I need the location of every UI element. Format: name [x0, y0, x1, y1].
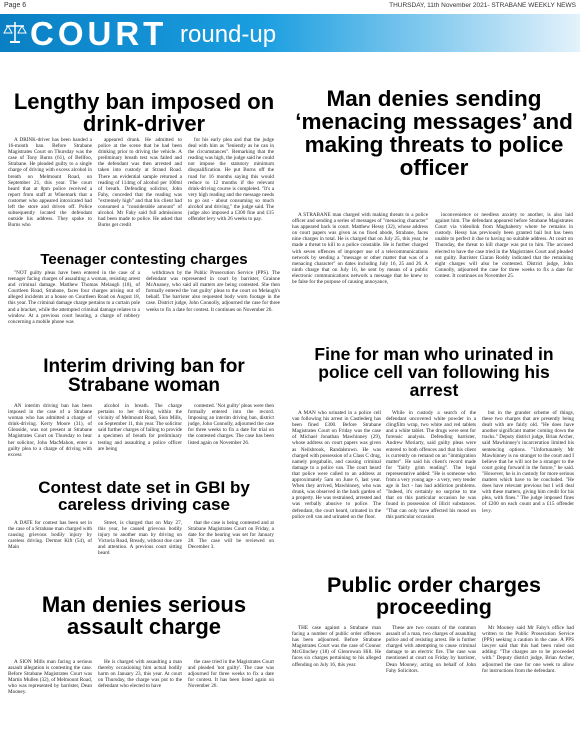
page-header [0, 0, 580, 14]
article-contest-col1 [8, 520, 92, 568]
article-urinated-col1 [292, 410, 381, 572]
article-text: withdrawn by the Public Prosecution Service (PPS). The defendant was represented in court by barrister, Grainne McAnaney, who said all matters are being contested. She then formally entered the 'not guilty' pleas to the court on Melaugh's behalf. The barrister also requested body worn footage in the case. District judge, John Connolly, adjourned the case for three weeks to fix a date for contest. It continues on November 26. [146, 270, 280, 313]
article-text: alcohol in breath. The charge pertains to her driving within the vicinity of Melmount Road, Sion Mills, on September 11, this year. The solicitor said further charges of failing to provide a specimen of breath for preliminary testing and assaulting a police officer are being [98, 403, 182, 452]
article-text: inconvenience or needless anxiety to another, is also laid against him. The defendant appeared before Strabane Magistrates Court via videolink from Maghaberry where he remains in custody. Hessy has previously been granted bail but has been unable to perfect it due to having no suitable address. At court on Thursday, the threat to kill charge was put to him. The accused elected to have the case tried in the Magistrates Court and pleaded not guilty. Barrister Ciaran Roddy indicated that the remaining eight charges will also be contested. District judge, John Connolly, adjourned the case for three weeks to fix a date for contest. It continues on November 25. [435, 212, 573, 279]
article-teenager-col2 [146, 270, 280, 356]
article-text: A MAN who urinated in a police cell van following his arrest in Castlederg has been fined £300. Before Strabane Magistrates Court on Friday was the case of Michael Jonathan Mawhinney (29), whose address on court papers was given as Neilsbrook, Randalstown. He was charged with possession of a Class C drug, namely pregabalin, and causing criminal damage to a police van. The court heard that police were called to an address at approximately 5am on June 6, last year. When they arrived, Mawhinney, who was drunk, was observed in the back garden of a property. He was restrained, arrested and was verbally abusive to police. The defendant, the court heard, urinated in the police cell van and urinated on the floor. [292, 410, 381, 520]
article-text: but in the grander scheme of things, these two charges that are presently being dealt with are fairly old. "He does have another significant matter coming down the tracks." Deputy district judge, Brian Archer, said Mawhinney's incarceration limited his sentencing options. "Unfortunately Mr Mawhinney is no stranger to the court and I believe that he will not be a stranger to the court going forward in the future," he said. "However, he is in custody for more serious matters which have to be concluded. "He does have relevant previous but I will deal with these matters, giving him credit for his plea, with fines." The judge imposed fines of £200 on each count and a £15 offender levy. [482, 410, 574, 514]
headline-teenager: Teenager contesting charges [40, 251, 248, 268]
article-interim-col2 [98, 403, 182, 476]
headline-contest-date: Contest date set in GBI by careless driving case [38, 478, 250, 515]
headline-interim-ban: Interim driving ban for Strabane woman [43, 356, 245, 397]
article-threats-col2 [435, 212, 573, 344]
article-text: AN interim driving ban has been imposed in the case of a Strabane woman who has admitted a charge of drink-driving. Kerry Moore (31), of Glenside, was not present at Strabane Magistrates Court on Thursday to hear her solicitor, John MacMahon, enter a guilty plea to a charge of driving with excess [8, 403, 92, 458]
article-text: for his early plea and that the judge deal with him as "leniently as he can in the circumstances". Remarking that the reading was high, the judge said he could not impose the statutory minimum disqualification. He put Burns off the road for 16 months saying this would reduce to 12 months if the relevant drink-driving course is completed. "It's a very high reading and the message needs to go out - about consuming so much alcohol and driving," the judge said. The judge also imposed a £300 fine and £15 offender levy with 26 weeks to pay. [188, 137, 274, 223]
article-text: A DRINK-driver has been handed a 16-month ban. Before Strabane Magistrates Court on Thursday was the case of Tony Burns (61), of Bellfoo, Strabane. He pleaded guilty to a single charge of driving with excess alcohol in breath on Melmount Road, on September 21, this year. The court heard that at 8pm police received a report from staff at Winemark that a customer who appeared intoxicated had left the store and driven off. Police subsequently located the defendant outside his address. They spoke to Burns who [8, 137, 92, 229]
article-urinated-col3 [482, 410, 574, 572]
article-contest-col2 [98, 520, 182, 568]
article-contest-col3 [188, 520, 274, 568]
article-text: the case tried in the Magistrates Court and pleaded 'not guilty'. The case was adjourned for three weeks to fix a date for contest. It has been listed again on November 26. [188, 659, 274, 690]
article-text: These are two counts of the common assault of a man, two charges of assaulting police and of resisting arrest. He is further charged with attempting to cause criminal damage to an electric fire. The case was mentioned at court on Friday by barrister, Dean Mooney, acting on behalf of John Fahy Solicitors. [386, 625, 476, 674]
article-teenager-col1 [8, 270, 140, 356]
article-text: that the case is being contested and at Strabane Magistrates Court on Friday, a date for the hearing was set for January 28. The case will be reviewed on December 3. [188, 520, 274, 551]
article-text: A DATE for contest has been set in the case of a Strabane man charged with causing grievous bodily injury by careless driving. Dermot Kift (54), of Main [8, 520, 92, 551]
article-interim-col3 [188, 403, 274, 476]
banner-subtitle: round-up [180, 21, 277, 48]
article-text: "NOT guilty pleas have been entered in the case of a teenager facing charges of assaulting a woman, resisting arrest and criminal damage. Matthew Thomas Melaugh (18), of Courtleen Road, Strabane, faces four charges arising out of alleged incidents at a house on Courtleen Road on August 18, this year. The criminal damage charge pertains to a curtain pole and a bracket, while the attempted criminal damage relates to a window. At a previous court hearing, a charge of robbery concerning a mobile phone was [8, 270, 140, 325]
article-public-col1 [292, 625, 381, 735]
article-text: THE case against a Strabane man facing a number of public order offences has been adjourned. Before Strabane Magistrates Court was the case of Connor McGlinchey (18) of Glenrowan Hill. He faces six charges pertaining to his alleged offending on July 16, this year. [292, 625, 381, 668]
article-lengthy-col2 [98, 137, 182, 253]
headline-urinated: Fine for man who urinated in police cell van following his arrest [314, 344, 554, 400]
article-urinated-col2 [386, 410, 476, 572]
article-text: He is charged with assaulting a man thereby occasioning him actual bodily harm on January 23, this year. At court on Thursday, the charge was put to the defendant who elected to have [98, 659, 182, 690]
page-number: Page 6 [4, 2, 27, 9]
article-interim-col1 [8, 403, 92, 476]
article-text: contested. 'Not guilty' pleas were then formally entered into the record. Imposing an interim driving ban, district judge, John Connolly, adjourned the case for three weeks to fix a date for trial on the contested charges. The case has been listed again on November 26. [188, 403, 274, 446]
article-lengthy-col3 [188, 137, 274, 253]
article-text: Mr Mooney said Mr Fahy's office had written to the Public Prosecution Service (PPS) seeking a caution in the case. A PPS lawyer said that this had been ruled out adding: "The charges are to be proceeded with." Deputy district judge, Brian Archer, adjourned the case for one week to allow for instructions from the defendant. [482, 625, 574, 674]
article-text: Street, is charged that on May 27, this year, he caused grievous bodily injury to another man by driving on Victoria Road, Bready, without due care and attention. A previous court sitting heard [98, 520, 182, 557]
article-serious-col2 [98, 659, 182, 735]
scales-of-justice-icon [3, 20, 27, 44]
headline-lengthy-ban: Lengthy ban imposed on drink-driver [13, 89, 275, 137]
article-public-col3 [482, 625, 574, 735]
article-serious-col3 [188, 659, 274, 735]
article-public-col2 [386, 625, 476, 735]
section-banner [0, 14, 580, 52]
article-text: A SION Mills man facing a serious assault allegation is contesting the case. Before Strabane Magistrates Court was Martin Mullen (32), of Melmount Road, who was represented by barrister, Dean Mooney. [8, 659, 92, 696]
headline-serious-assault: Man denies serious assault charge [41, 592, 247, 640]
headline-menacing-messages: Man denies sending ‘menacing messages’ and making threats to police officer [295, 86, 573, 180]
article-text: A STRABANE man charged with making threats to a police officer and sending a series of messages of "menacing character" has appeared back in court. Matthew Hessy (32), whose address on court papers was given as no fixed abode, Strabane, faces nine charges in total. He is charged that on July 25, this year, he made a threat to kill to a police constable. He is further charged with seven offences of improper use of a telecommunications network by sending a "message or other matter that was of a menacing character" on dates including July 16, 25 and 26. A ninth charge that on July 16, he sent by means of a public electronic communications network a message that he knew to be false for the purpose of causing annoyance, [292, 212, 428, 286]
article-text: appeared drunk. He admitted to police at the scene that he had been drinking prior to driving the vehicle. A preliminary breath test was failed and the defendant was then arrested and taken into custody at Strand Road. There an evidential sample returned a reading of 114mg of alcohol per 100ml of breath. Defending solicitor, John Fahy, conceded that the reading was "extremely high" and that his client had consumed a "considerable amount" of alcohol. Mr Fahy said full admissions had been made to police. He asked that Burns get credit [98, 137, 182, 229]
article-lengthy-col1 [8, 137, 92, 253]
headline-public-order: Public order charges proceeding [327, 573, 541, 619]
article-threats-col1 [292, 212, 428, 344]
article-text: While in custody a search of the defendant uncovered white powder in a clingfilm wrap, two white and red tablets and a white tablet. The drugs were sent for forensic analysis. Defending barrister, Andrew Moriarty, said guilty pleas were entered to both offences and that his client is currently on remand on an "immigration matter". He said his client's record made for "fairly grim reading". The legal representative added: "He is someone who from a very young age - a very, very tender age in fact - has had addiction problems. "Indeed, it's certainly no surprise to me that on this particular occasion he was found in possession of illicit substances. "That can only have affected his mood on this particular occasion [386, 410, 476, 520]
issue-info: THURSDAY, 11th November 2021- STRABANE WEEKLY NEWS [389, 2, 576, 9]
article-serious-col1 [8, 659, 92, 735]
banner-title: COURT [30, 15, 168, 52]
